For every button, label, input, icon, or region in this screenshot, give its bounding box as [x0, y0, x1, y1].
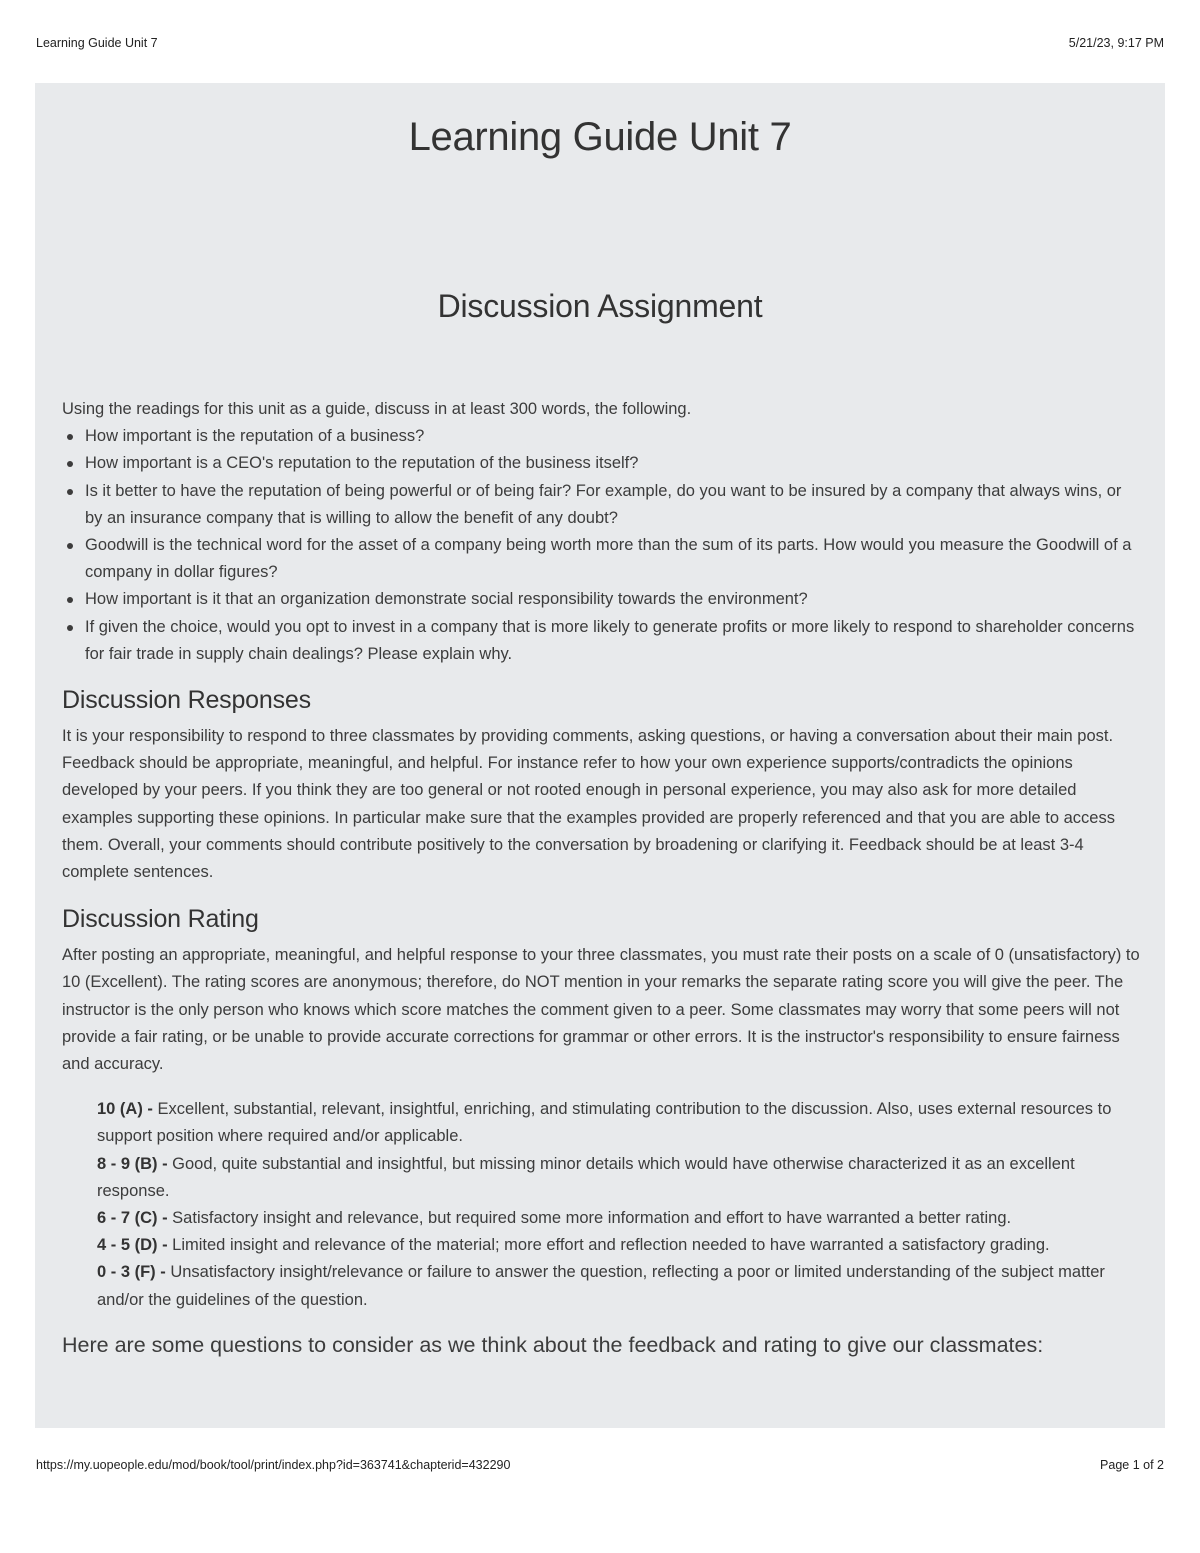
- rating-description: Excellent, substantial, relevant, insightful, enriching, and stimulating contribution to the discussion. Also, uses external resources to support position where required and/or applicable.: [97, 1100, 1112, 1146]
- question-item: How important is the reputation of a business?: [62, 423, 1141, 450]
- print-header-datetime: 5/21/23, 9:17 PM: [1068, 36, 1164, 50]
- rating-scale: [62, 1096, 1141, 1314]
- rating-scale-item: [97, 1259, 1141, 1313]
- intro-text: Using the readings for this unit as a guide, discuss in at least 300 words, the following.: [62, 400, 692, 418]
- rating-description: Satisfactory insight and relevance, but required some more information and effort to have warranted a better rating.: [172, 1209, 1012, 1228]
- question-item: Goodwill is the technical word for the asset of a company being worth more than the sum of its parts. How would you measure the Goodwill of a company in dollar figures?: [62, 532, 1141, 586]
- rating-scale-item: [97, 1151, 1141, 1205]
- rating-scale-item: [97, 1232, 1141, 1259]
- rating-description: Unsatisfactory insight/relevance or failure to answer the question, reflecting a poor or limited understanding of the subject matter and/or the guidelines of the question.: [97, 1263, 1105, 1309]
- rating-description: Good, quite substantial and insightful, but missing minor details which would have otherwise characterized it as an excellent response.: [97, 1154, 1075, 1200]
- book-title: Learning Guide Unit 7: [408, 115, 792, 159]
- question-list: [62, 423, 1141, 668]
- question-item: If given the choice, would you opt to invest in a company that is more likely to generate profits or more likely to respond to shareholder concerns for fair trade in supply chain dealings? Please explain why.: [62, 614, 1141, 668]
- rating-scale-item: [97, 1205, 1141, 1232]
- question-item: How important is it that an organization demonstrate social responsibility towards the environment?: [62, 586, 1141, 613]
- rating-heading: Discussion Rating: [62, 905, 259, 934]
- responses-body: It is your responsibility to respond to three classmates by providing comments, asking questions, or having a conversation about their main post. Feedback should be appropriate, meaningful, and helpful. For instance refer to how your own experience supports/contradicts the opinions developed by your peers. If you think they are too general or not rooted enough in personal experience, you may also ask for more detailed examples supporting these opinions. In particular make sure that the examples provided are properly referenced and that you are able to access them. Overall, your comments should contribute positively to the conversation by broadening or clarifying it. Feedback should be at least 3-4 complete sentences.: [62, 727, 1115, 882]
- print-header: [36, 34, 1164, 52]
- question-item: Is it better to have the reputation of being powerful or of being fair? For example, do you want to be insured by a company that always wins, or by an insurance company that is willing to allow the benefit of any doubt?: [62, 478, 1141, 532]
- rating-body: After posting an appropriate, meaningful, and helpful response to your three classmates, you must rate their posts on a scale of 0 (unsatisfactory) to 10 (Excellent). The rating scores are anonymous; therefore, do NOT mention in your remarks the separate rating score you will give the peer. The instructor is the only person who knows which score matches the comment given to a peer. Some classmates may worry that some peers will not provide a fair rating, or be unable to provide accurate corrections for grammar or other errors. It is the instructor's responsibility to ensure fairness and accuracy.: [62, 946, 1140, 1074]
- rating-grade: 8 - 9 (B) -: [97, 1154, 173, 1173]
- rating-grade: 10 (A) -: [97, 1100, 158, 1119]
- print-footer: [36, 1456, 1164, 1474]
- closing-text: Here are some questions to consider as we think about the feedback and rating to give our classmates:: [62, 1332, 1044, 1357]
- page-url[interactable]: https://my.uopeople.edu/mod/book/tool/print/index.php?id=363741&chapterid=432290: [36, 1458, 511, 1472]
- rating-grade: 6 - 7 (C) -: [97, 1209, 173, 1228]
- rating-grade: 0 - 3 (F) -: [97, 1263, 171, 1282]
- page-number: Page 1 of 2: [1100, 1458, 1164, 1472]
- rating-description: Limited insight and relevance of the material; more effort and reflection needed to have warranted a satisfactory grading.: [172, 1236, 1050, 1255]
- chapter-title: Discussion Assignment: [437, 288, 763, 324]
- rating-grade: 4 - 5 (D) -: [97, 1236, 173, 1255]
- responses-heading: Discussion Responses: [62, 686, 311, 715]
- print-header-title: Learning Guide Unit 7: [36, 36, 158, 50]
- book-chapter-panel: [35, 83, 1165, 1428]
- chapter-content: [62, 396, 1141, 1360]
- rating-scale-item: [97, 1096, 1141, 1150]
- question-item: How important is a CEO's reputation to the reputation of the business itself?: [62, 450, 1141, 477]
